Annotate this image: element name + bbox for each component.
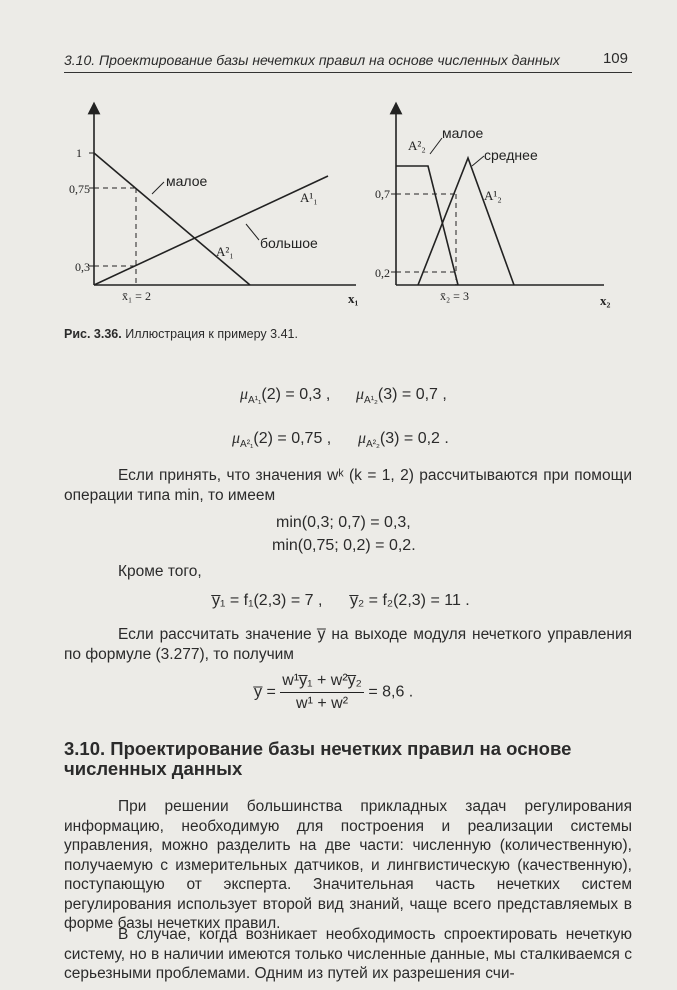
final-numerator: w¹y̅₁ + w²y̅₂ (280, 672, 364, 693)
equation-mu-2 (356, 386, 447, 406)
equation-min-2: min(0,75; 0,2) = 0,2. (272, 537, 416, 554)
section-heading: 3.10. Проектирование базы нечетких правил на основе численных данных (64, 738, 572, 779)
final-fraction (280, 672, 364, 713)
caption-label: Рис. 3.36. (64, 327, 122, 341)
mu-subscript: A²₁ (240, 439, 254, 451)
mu-symbol: μ (240, 386, 249, 403)
equation-mu-3 (232, 430, 331, 450)
equation-value: (2) = 0,3 , (261, 386, 331, 403)
right-x-marker: x̄₂ = 3 (440, 289, 469, 303)
right-label-small: малое (442, 125, 484, 141)
left-large-line (94, 176, 328, 285)
leader-line (472, 156, 484, 166)
final-rhs: = 8,6 . (368, 683, 414, 701)
right-ytick-07: 0,7 (375, 187, 390, 201)
equation-value: (3) = 0,7 , (377, 386, 447, 403)
left-membership-chart (69, 108, 359, 306)
left-label-a12: A²₁ (216, 244, 234, 259)
equation-ybar-2: y̅₂ = f₂(2,3) = 11 . (350, 592, 470, 609)
mu-subscript: A¹₁ (248, 395, 262, 407)
mu-symbol: μ (356, 386, 365, 403)
equation-value: (2) = 0,75 , (253, 430, 332, 447)
left-ytick-03: 0,3 (75, 260, 90, 274)
leader-line (430, 138, 442, 154)
left-label-a11: A¹₁ (300, 190, 318, 205)
paragraph-besides: Кроме того, (118, 563, 202, 580)
running-header-title: 3.10. Проектирование базы нечетких правил на основе численных данных (64, 52, 560, 68)
equation-ybar-1: y̅₁ = f₁(2,3) = 7 , (212, 592, 323, 609)
paragraph-problem: В случае, когда возникает необходимость спроектировать нечеткую систему, но в наличии имеются только численные данные, мы сталкиваемся с серьезными проблемами. Одним из путей их разрешения счи- (64, 926, 632, 982)
figure-3-36 (56, 100, 626, 320)
leader-line (246, 224, 259, 240)
paragraph-output: Если рассчитать значение y̅ на выходе модуля нечеткого управления по формуле (3.277), то получим (64, 626, 632, 663)
right-ytick-02: 0,2 (375, 266, 390, 280)
equation-final (254, 672, 413, 713)
left-x-label: x₁ (348, 291, 359, 306)
right-label-a21: A¹₂ (484, 188, 502, 203)
right-label-medium: среднее (484, 147, 538, 163)
figure-caption (64, 327, 298, 341)
final-denominator: w¹ + w² (296, 695, 349, 712)
left-label-small: малое (166, 173, 208, 189)
equation-mu-1 (240, 386, 330, 406)
paragraph-intro: При решении большинства прикладных задач регулирования информацию, необходимую для построения и реализации системы управления, можно разделить на две части: численную (количественную), получаемую с измерительных датчиков, и лингвистическую (качественную), поступающую от эксперта. Значительная часть нечетких систем регулирования использует второй вид знаний, чаще всего представляемых в форме базы нечетких правил. (64, 798, 632, 932)
mu-subscript: A²₂ (366, 439, 380, 451)
equation-value: (3) = 0,2 . (379, 430, 449, 447)
final-lhs: y̅ = (254, 683, 276, 701)
left-label-large: большое (260, 235, 318, 251)
mu-subscript: A¹₂ (364, 395, 378, 407)
right-x-label: x₂ (600, 293, 611, 308)
equation-mu-4 (358, 430, 449, 450)
equation-min-1: min(0,3; 0,7) = 0,3, (276, 514, 411, 531)
mu-symbol: μ (358, 430, 367, 447)
right-label-a22: A²₂ (408, 138, 426, 153)
right-medium-triangle (418, 158, 514, 285)
running-header (64, 50, 632, 73)
right-small-shape (396, 166, 458, 285)
left-x-marker: x̄₁ = 2 (122, 289, 151, 303)
left-ytick-1: 1 (76, 146, 82, 160)
paragraph-min-intro: Если принять, что значения wᵏ (k = 1, 2) рассчитываются при помощи операции типа min, то имеем (64, 467, 632, 504)
page-number: 109 (602, 50, 628, 67)
leader-line (152, 182, 164, 194)
right-membership-chart (375, 108, 611, 308)
caption-text: Иллюстрация к примеру 3.41. (125, 327, 298, 341)
mu-symbol: μ (232, 430, 241, 447)
left-ytick-075: 0,75 (69, 182, 90, 196)
